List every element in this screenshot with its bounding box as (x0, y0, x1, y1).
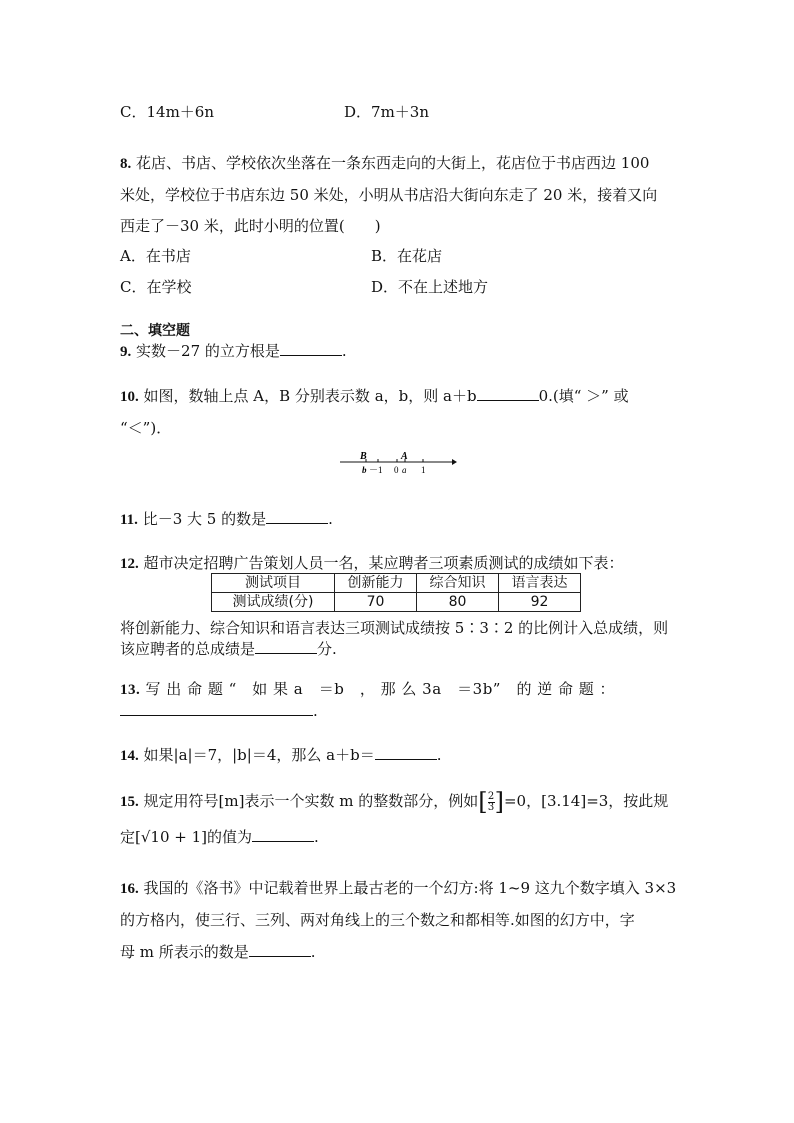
q10-number: 10. (120, 389, 139, 405)
frac-denominator: 3 (487, 801, 495, 813)
q15-answer-blank[interactable] (252, 827, 314, 842)
q14 (120, 745, 441, 766)
row-cell-label: 测试成绩(分) (212, 593, 335, 612)
tick-label-1: 1 (421, 465, 426, 474)
number-line-arrow (452, 459, 457, 465)
q15-line2-a: 定 (120, 828, 136, 846)
label-A: A (401, 451, 408, 462)
frac-numerator: 2 (487, 790, 495, 802)
q13-end: . (313, 702, 318, 720)
section-title: 二、填空题 (120, 323, 190, 339)
q12-text-after2-a: 该应聘者的总成绩是 (120, 640, 256, 658)
q8-text-line3: 西走了－30 米，此时小明的位置( ) (120, 217, 381, 235)
q15-line1 (120, 788, 669, 816)
q13-text: 写 出 命 题 “ 如 果 a ＝b ， 那 么 3a ＝3b” 的 逆 命 题 ： (145, 680, 616, 698)
q11 (120, 509, 333, 530)
q15-end: . (314, 828, 319, 846)
q9 (120, 341, 347, 362)
q13-line2 (120, 701, 318, 721)
header-cell-knowledge: 综合知识 (417, 574, 499, 593)
tick-label-b: b (362, 465, 367, 474)
q9-end: . (341, 342, 347, 360)
tick-label-0: 0 (394, 465, 399, 474)
q12-answer-blank[interactable] (255, 639, 317, 654)
q12-number: 12. (120, 556, 139, 572)
q13-line1 (120, 679, 615, 700)
q15-number: 15. (120, 794, 139, 810)
right-bracket-icon: ] (494, 788, 504, 816)
q16-text-line2: 的方格内，使三行、三列、两对角线上的三个数之和都相等.如图的幻方中，字 (120, 911, 635, 929)
label-B: B (360, 451, 367, 462)
row-cell-language: 92 (499, 593, 581, 612)
fraction (488, 792, 495, 813)
q16-line1 (120, 878, 676, 899)
score-table-header-row (212, 574, 581, 593)
q16-number: 16. (120, 881, 139, 897)
tick-label-a: a (402, 465, 407, 474)
q8-option-c: C．在学校 (120, 278, 192, 296)
q13-answer-blank[interactable] (120, 701, 313, 716)
q15-line2 (120, 827, 319, 847)
q11-text: 比－3 大 5 的数是 (142, 510, 267, 528)
q14-text: 如果|a|＝7，|b|＝4，那么 a＋b＝ (143, 746, 375, 764)
q9-answer-blank[interactable] (280, 341, 342, 356)
q14-answer-blank[interactable] (375, 745, 437, 760)
q10-answer-blank[interactable] (477, 386, 539, 401)
q16-line3 (120, 942, 316, 962)
q9-text: 实数－27 的立方根是 (136, 342, 280, 360)
q9-number: 9. (120, 344, 132, 360)
q10-text-a: 如图，数轴上点 A，B 分别表示数 a，b，则 a＋b (143, 387, 477, 405)
score-table-data-row (212, 593, 581, 612)
q8-line1 (120, 153, 649, 174)
q16-text-line3-a: 母 m 所表示的数是 (120, 943, 249, 961)
header-cell-item: 测试项目 (212, 574, 335, 593)
q11-number: 11. (120, 512, 138, 528)
q11-answer-blank[interactable] (266, 509, 328, 524)
q8-text-line2: 米处，学校位于书店东边 50 米处，小明从书店沿大街向东走了 20 米，接着又向 (120, 186, 658, 204)
q15-text-b: =0，[3.14]=3，按此规 (503, 792, 669, 810)
left-bracket-icon: [ (478, 788, 488, 816)
q16-text-line1: 我国的《洛书》中记载着世界上最古老的一个幻方:将 1~9 这九个数字填入 3×3 (143, 879, 677, 897)
row-cell-innovation: 70 (335, 593, 417, 612)
q15-line2-b: 的值为 (207, 828, 253, 846)
q8-option-b: B．在花店 (371, 247, 443, 265)
q15-text-a: 规定用符号[m]表示一个实数 m 的整数部分，例如 (143, 792, 479, 810)
q8-option-d: D．不在上述地方 (371, 278, 489, 296)
q13-number: 13. (120, 682, 141, 698)
score-table (211, 573, 581, 612)
q12-line-after2 (120, 639, 337, 659)
number-line-figure (338, 450, 458, 474)
q12-text-after2-b: 分. (317, 640, 337, 658)
q14-end: . (436, 746, 442, 764)
q8-text-line1: 花店、书店、学校依次坐落在一条东西走向的大街上，花店位于书店西边 100 (136, 154, 650, 172)
sqrt-expression: [√10 + 1] (135, 828, 208, 846)
row-cell-knowledge: 80 (417, 593, 499, 612)
tick-label-neg1: －1 (369, 465, 383, 474)
q8-number: 8. (120, 156, 132, 172)
q16-end: . (310, 943, 316, 961)
q12-text: 超市决定招聘广告策划人员一名，某应聘者三项素质测试的成绩如下表： (143, 554, 624, 572)
q7-option-d: D．7m＋3n (344, 103, 429, 121)
q10-text-b: 0.(填“ ＞” 或 (538, 387, 629, 405)
q12-line1 (120, 553, 624, 574)
q14-number: 14. (120, 748, 139, 764)
q7-option-c: C．14m＋6n (120, 103, 214, 121)
q12-text-after1: 将创新能力、综合知识和语言表达三项测试成绩按 5∶3∶2 的比例计入总成绩，则 (120, 619, 669, 637)
header-cell-innovation: 创新能力 (335, 574, 417, 593)
q8-option-a: A．在书店 (120, 247, 191, 265)
q10-text-line2: “＜”)． (120, 419, 172, 437)
q10-line1 (120, 386, 629, 407)
q16-answer-blank[interactable] (249, 942, 311, 957)
q11-end: . (328, 510, 333, 528)
header-cell-language: 语言表达 (499, 574, 581, 593)
